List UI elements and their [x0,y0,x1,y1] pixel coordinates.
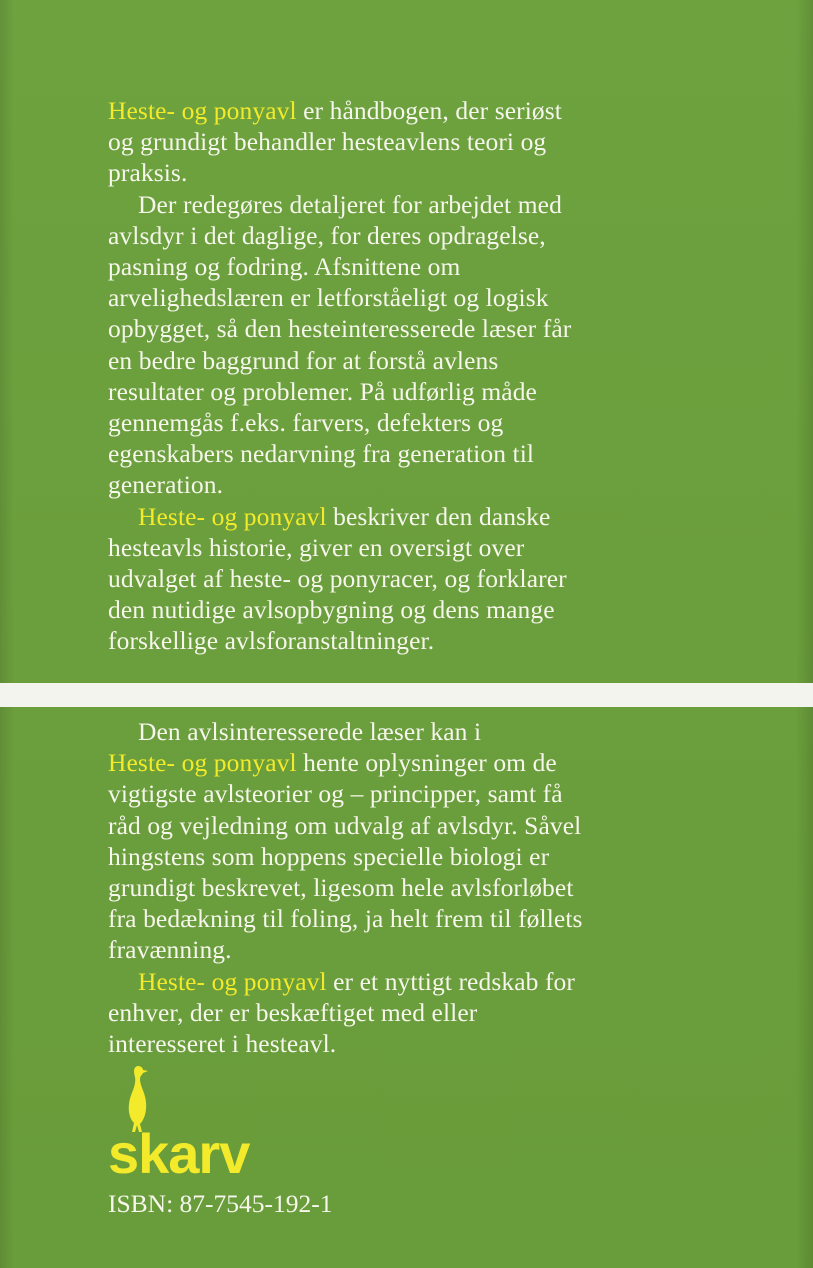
paragraph-conclusion [108,966,708,1060]
text-line: Heste- og ponyavl beskriver den danske [138,501,551,531]
publisher-logo [108,1064,268,1184]
text-line: resultater og problemer. På udførlig måde [108,376,537,406]
paragraph-breeding [108,716,708,966]
book-title-highlight: Heste- og ponyavl [108,748,297,778]
text-line: forskellige avlsforanstaltninger. [108,626,435,656]
publisher-wordmark: skarv [108,1122,250,1185]
divider-band [0,683,813,707]
text-line: den nutidige avlsopbygning og dens mange [108,595,555,625]
book-title-highlight: Heste- og ponyavl [138,501,327,531]
text-line: Heste- og ponyavl er et nyttigt redskab for [138,966,575,996]
text-line: gennemgås f.eks. farvers, defekters og [108,408,504,438]
book-title-highlight: Heste- og ponyavl [138,966,327,996]
text-line: fra bedækning til foling, ja helt frem til føllets [108,904,583,934]
text-line: interesseret i hesteavl. [108,1029,337,1059]
text-line: opbygget, så den hesteinteresserede læser får [108,314,572,344]
text-line: en bedre baggrund for at forstå avlens [108,345,499,375]
text-line: vigtigste avlsteorier og – principper, samt få [108,779,563,809]
text-line: egenskabers nedarvning fra generation til [108,439,535,469]
text-line: generation. [108,470,224,500]
text-line: Der redegøres detaljeret for arbejdet med [138,189,562,219]
text-line: udvalget af heste- og ponyracer, og forklarer [108,564,567,594]
text-line: fravænning. [108,935,232,965]
text-line: avlsdyr i det daglige, for deres opdragelse, [108,220,546,250]
paragraph-intro [108,95,708,189]
book-title-highlight: Heste- og ponyavl [108,96,297,125]
text-line: råd og vejledning om udvalg af avlsdyr. Såvel [108,810,582,840]
text-line: Den avlsinteresserede læser kan i [138,717,482,746]
text-line: praksis. [108,158,188,188]
isbn-number: ISBN: 87-7545-192-1 [108,1189,333,1218]
text-line: pasning og fodring. Afsnittene om [108,252,461,282]
top-description [108,95,708,657]
text-line: Heste- og ponyavl hente oplysninger om de [108,748,557,778]
bottom-description [108,716,708,1059]
text-line: hesteavls historie, giver en oversigt over [108,532,525,562]
text-line: arvelighedslæren er letforståeligt og logisk [108,283,549,313]
text-line: enhver, der er beskæftiget med eller [108,997,478,1027]
text-line: og grundigt behandler hesteavlens teori og [108,127,547,157]
text-line: Heste- og ponyavl er håndbogen, der seriøst [108,96,562,125]
paragraph-history [108,501,708,657]
paragraph-details [108,189,708,501]
text-line: hingstens som hoppens specielle biologi er [108,841,550,871]
text-line: grundigt beskrevet, ligesom hele avlsforløbet [108,873,574,903]
